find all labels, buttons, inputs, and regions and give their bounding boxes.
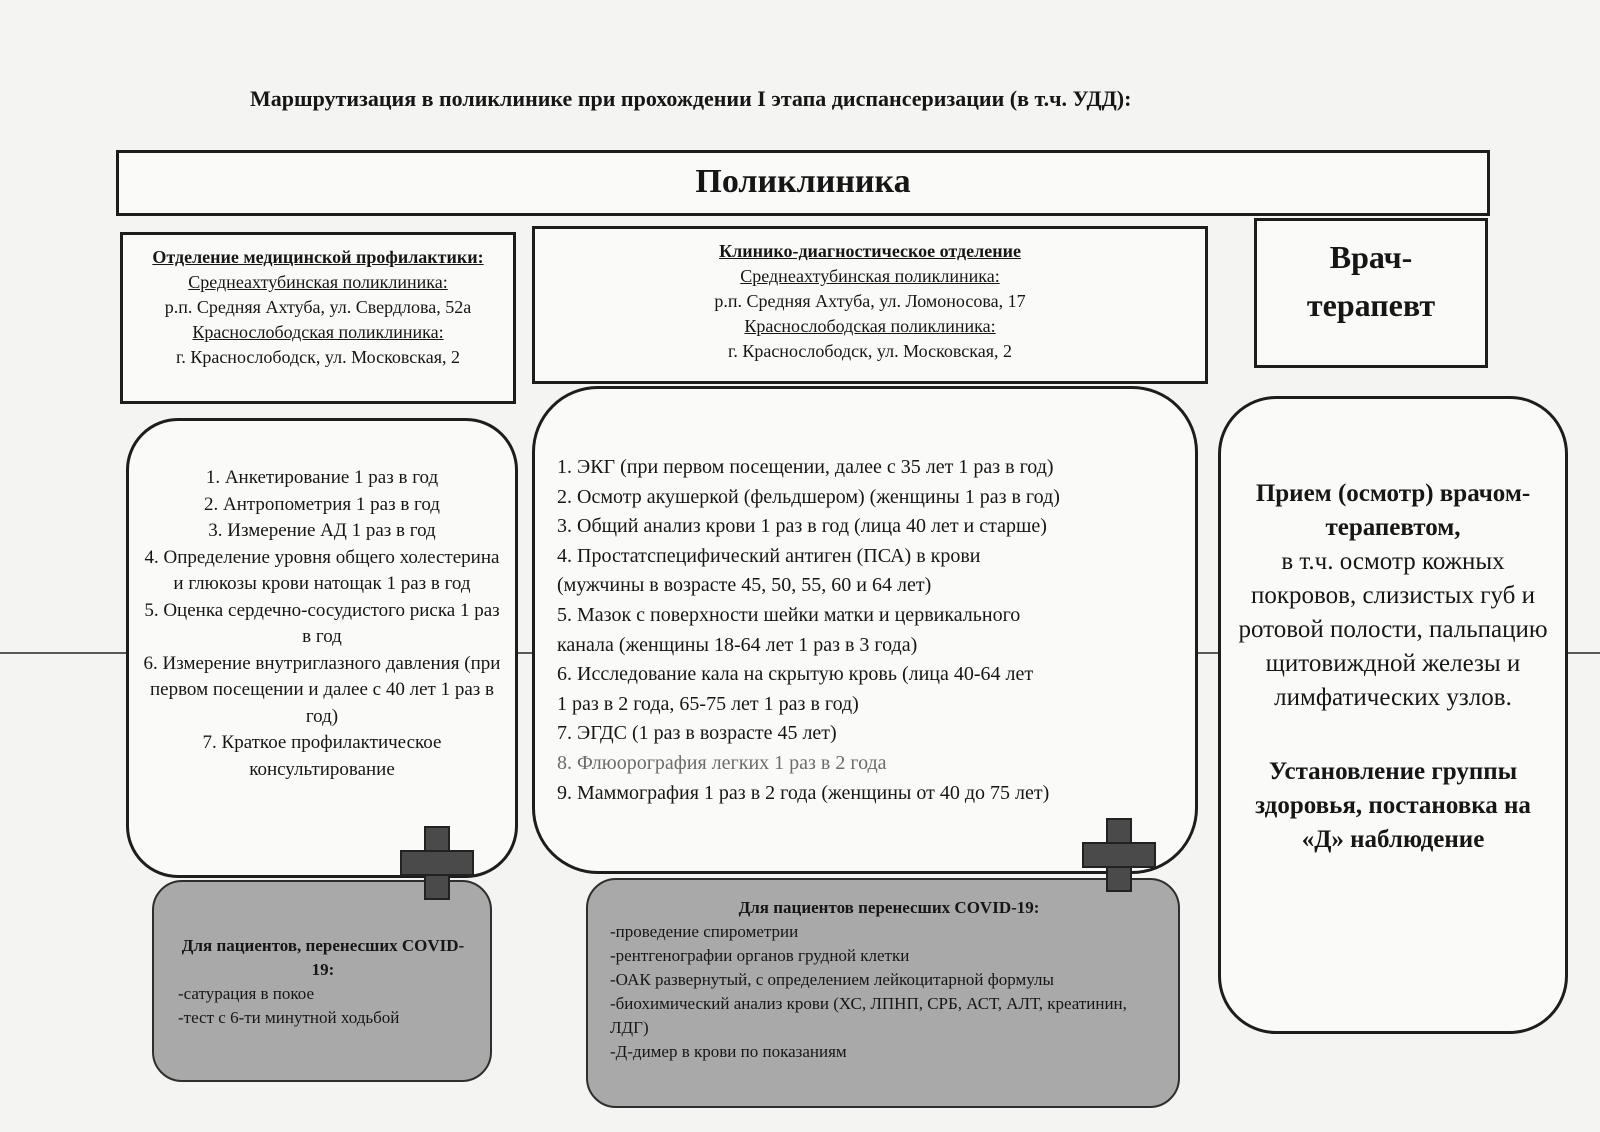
- diagnostic-address-1: р.п. Средняя Ахтуба, ул. Ломоносова, 17: [714, 291, 1026, 311]
- covid-left-heading: Для пациентов, перенесших COVID-19:: [181, 936, 465, 979]
- therapist-label-1: Врач-: [1329, 239, 1413, 275]
- covid-right-heading: Для пациентов перенесших COVID-19:: [738, 898, 1040, 917]
- prevention-clinic-1: Среднеахтубинская поликлиника:: [188, 272, 448, 292]
- list-item: 8. Флюорография легких 1 раз в 2 года: [557, 751, 887, 774]
- list-item: -рентгенографии органов грудной клетки: [610, 946, 910, 965]
- diagnostic-services-box: [532, 386, 1198, 874]
- medical-cross-icon: [1082, 818, 1156, 892]
- polyclinic-box: [116, 150, 1490, 216]
- list-item: 9. Маммография 1 раз в 2 года (женщины от 40 до 75 лет): [557, 781, 1050, 804]
- therapist-label-2: терапевт: [1306, 287, 1436, 323]
- list-item: канала (женщины 18-64 лет 1 раз в 3 года): [557, 633, 918, 656]
- diagnostic-department-box: [532, 226, 1208, 384]
- list-item: -сатурация в покое: [178, 984, 315, 1003]
- covid-right-box: [586, 878, 1180, 1108]
- diagnostic-heading: Клинико-диагностическое отделение: [719, 241, 1021, 261]
- list-item: (мужчины в возрасте 45, 50, 55, 60 и 64 лет): [557, 574, 932, 597]
- therapist-services-box: [1218, 396, 1568, 1034]
- spacer: [1231, 715, 1555, 755]
- list-item: 3. Измерение АД 1 раз в год: [208, 520, 436, 541]
- diagnostic-clinic-1: Среднеахтубинская поликлиника:: [740, 266, 1000, 286]
- covid-left-box: [152, 880, 492, 1082]
- therapist-outro: Установление группы здоровья, постановка на «Д» наблюдение: [1255, 758, 1531, 853]
- prevention-clinic-2: Краснослободская поликлиника:: [192, 322, 444, 342]
- list-item: 1. ЭКГ (при первом посещении, далее с 35 лет 1 раз в год): [557, 456, 1054, 478]
- list-item: 2. Осмотр акушеркой (фельдшером) (женщины 1 раз в год): [557, 485, 1060, 508]
- prevention-department-box: [120, 232, 516, 404]
- list-item: 7. Краткое профилактическое консультирование: [202, 732, 442, 780]
- list-item: -проведение спирометрии: [610, 922, 799, 941]
- therapist-box: [1254, 218, 1488, 368]
- polyclinic-label: Поликлиника: [695, 163, 911, 200]
- prevention-address-2: г. Краснослободск, ул. Московская, 2: [175, 347, 461, 367]
- page-title: Маршрутизация в поликлинике при прохождении I этапа диспансеризации (в т.ч. УДД):: [250, 86, 1132, 111]
- list-item: 5. Оценка сердечно-сосудистого риска 1 раз в год: [144, 599, 500, 647]
- diagnostic-address-2: г. Краснослободск, ул. Московская, 2: [727, 341, 1013, 361]
- prevention-heading: Отделение медицинской профилактики:: [152, 247, 484, 267]
- list-item: 5. Мазок с поверхности шейки матки и цервикального: [557, 603, 1021, 626]
- list-item: -биохимический анализ крови (ХС, ЛПНП, СРБ, АСТ, АЛТ, креатинин, ЛДГ): [610, 994, 1127, 1037]
- list-item: -ОАК развернутый, с определением лейкоцитарной формулы: [610, 970, 1054, 989]
- list-item: -Д-димер в крови по показаниям: [610, 1042, 847, 1061]
- prevention-address-1: р.п. Средняя Ахтуба, ул. Свердлова, 52а: [164, 297, 472, 317]
- list-item: 6. Измерение внутриглазного давления (при первом посещении и далее с 40 лет 1 раз в год): [143, 652, 501, 727]
- list-item: -тест с 6-ти минутной ходьбой: [178, 1008, 400, 1027]
- list-item: 7. ЭГДС (1 раз в возрасте 45 лет): [557, 722, 837, 745]
- therapist-details: в т.ч. осмотр кожных покровов, слизистых губ и ротовой полости, пальпацию щитовиждной железы и лимфатических узлов.: [1238, 548, 1548, 711]
- medical-cross-icon: [400, 826, 474, 900]
- list-item: 1 раз в 2 года, 65-75 лет 1 раз в год): [557, 692, 859, 715]
- diagnostic-clinic-2: Краснослободская поликлиника:: [744, 316, 996, 336]
- prevention-services-box: [126, 418, 518, 878]
- list-item: 4. Простатспецифический антиген (ПСА) в крови: [557, 544, 981, 567]
- therapist-intro: Прием (осмотр) врачом-терапевтом,: [1255, 480, 1531, 541]
- list-item: 6. Исследование кала на скрытую кровь (лица 40-64 лет: [557, 663, 1034, 686]
- list-item: 1. Анкетирование 1 раз в год: [205, 467, 439, 488]
- list-item: 4. Определение уровня общего холестерина и глюкозы крови натощак 1 раз в год: [144, 546, 500, 594]
- list-item: 3. Общий анализ крови 1 раз в год (лица 40 лет и старше): [557, 515, 1047, 538]
- list-item: 2. Антропометрия 1 раз в год: [204, 493, 440, 515]
